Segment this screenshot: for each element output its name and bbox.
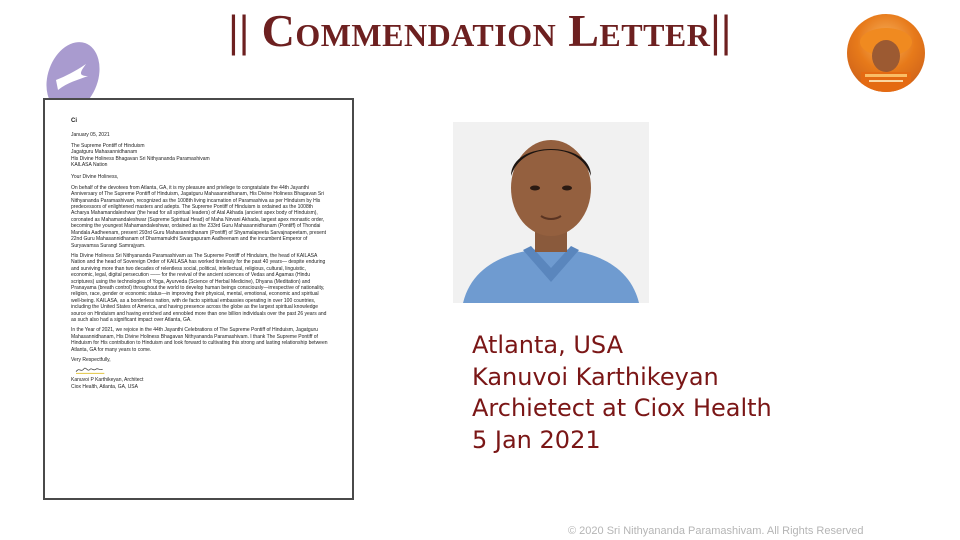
letter-recipient-line: The Supreme Pontiff of Hinduism: [71, 142, 145, 149]
letter-recipient-line: Jagatguru Mahasannidhanam: [71, 149, 138, 156]
letter-signature-org: Ciox Health, Atlanta, GA, USA: [71, 383, 138, 390]
person-photo: [453, 122, 649, 303]
letter-signature-name: Kanuvoi P Karthikeyan, Architect: [71, 377, 144, 384]
page-title: || Commendation Letter||: [228, 5, 732, 56]
handwritten-signature: [71, 365, 111, 375]
letter-recipient-line: His Divine Holiness Bhagavan Sri Nithyananda Paramashivam: [71, 155, 210, 162]
info-name: Kanuvoi Karthikeyan: [472, 362, 719, 391]
commendation-letter-scan: [43, 98, 354, 500]
letter-closing: Very Respectfully,: [71, 357, 111, 363]
guru-portrait-avatar: [847, 14, 925, 92]
info-location: Atlanta, USA: [472, 331, 624, 359]
letter-recipient-line: KAILASA Nation: [71, 162, 108, 169]
person-info: [472, 330, 772, 456]
letter-paragraph-1: On behalf of the devotees from Atlanta, GA, it is my pleasure and privilege to congratulate the 44th Jayanthi Anniversary of The Supreme Pontiff of Hinduism, Jagatguru Mahasannidhanam, His Divine Holiness Bhagavan Sri Nithyananda Paramashivam, recognized as the 1008th living incarnation of Paramashiva as per Hinduism by His predecessors of enlightened masters and adepts. The Supreme Pontiff of Hinduism is ordained as the 1008th Acharya Mahamandaleshwar (the head for all spiritual leaders) of Atal Akhada (ancient apex body of Hinduism), coronated as Mahamandaleshwar (Supreme Spiritual Head) of Maha Nirvani Akhada, largest apex monastic order, becoming the youngest Mahamandaleshwar, ordained as the 233rd Guru Mahasannidhanam (Pontiff) of Thondai Mandala Aadheenam, present 293rd Guru Mahasannidhanam (Pontiff) of Shyamalapeeta Sarvajnapeetam, present 22nd Guru Mahasannidhanam of Dharmamukthi Swargapuram Aadheenam and the incumbent Emperor of Suryavamsa Surangi Samrajyam.: [71, 184, 327, 249]
letter-header-mark: Ci: [71, 118, 77, 124]
letter-salutation: Your Divine Holiness,: [71, 174, 119, 181]
info-date: 5 Jan 2021: [472, 425, 601, 454]
letter-date: January 05, 2021: [71, 132, 110, 139]
copyright-footer: © 2020 Sri Nithyananda Paramashivam. All Rights Reserved: [568, 525, 864, 537]
info-role: Archietect at Ciox Health: [472, 394, 772, 422]
letter-paragraph-3: In the Year of 2021, we rejoice in the 44th Jayanthi Celebrations of The Supreme Pontiff of Hinduism, Jagatguru Mahasannidhanam, His Divine Holiness Bhagavan Nithyananda Paramashivam. I thank The Supreme Pontiff of Hinduism for His contribution to Hinduism and look forward to cultivating this strong and lasting relationship between Atlanta, GA for many years to come.: [71, 327, 328, 353]
letter-paragraph-2: His Divine Holiness Sri Nithyananda Paramashivam as The Supreme Pontiff of Hinduism, the head of KAILASA Nation and the head of Sovereign Order of KAILASA has worked tirelessly for the past 40 years— despite enduring and surviving more than two decades of relentless social, political, intellectual, religious, cultural, linguistic, economic, legal, digital persecution —— for the revival of the ancient sciences of Vedas and Agamas (Hindu scriptures) using the technologies of Yoga, Ayurveda (Science of Herbal Medicine), Dhyana (Meditation) and Pranayama (breath control) throughout the world to develop human beings consciously—irrespective of nationality, religion, race, gender or economic status—in improving their physical, mental, emotional, economic and spiritual well-being. KAILASA, as a borderless nation, with de facto spiritual embassies operating in over 100 countries, including the United States of America, and having presence across the globe as the largest spiritual knowledge source on Hinduism and having enriched and ennobled more than one billion individuals over the past 26 years and as such also had a significant impact over Atlanta, GA.: [71, 252, 327, 323]
